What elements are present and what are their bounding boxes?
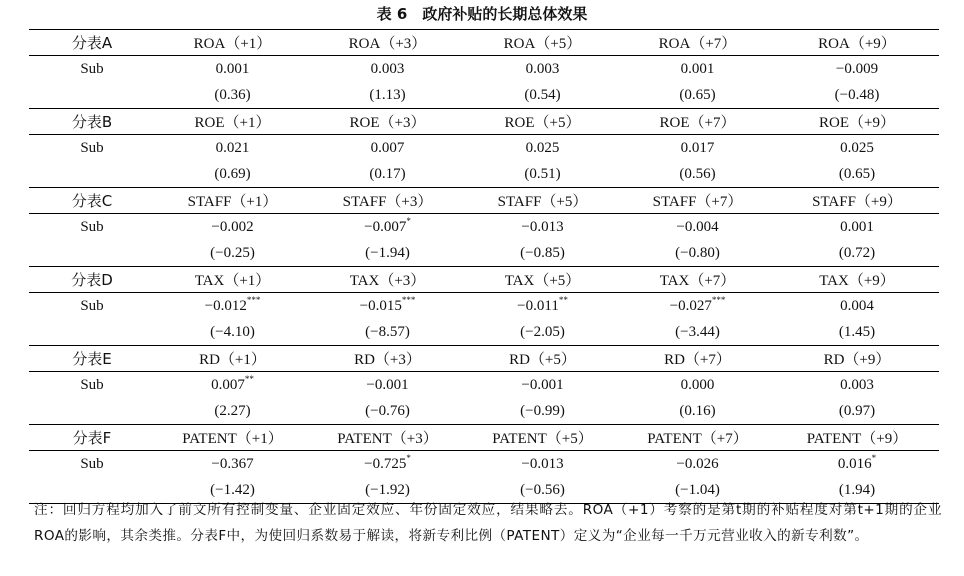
column-header: RD（+3） [310, 346, 465, 372]
t-stat-cell: (0.17) [369, 165, 406, 182]
coefficient-value: −0.013 [521, 455, 564, 472]
coefficient-row [29, 293, 939, 320]
column-header: PATENT（+1） [155, 425, 310, 451]
coefficient-value: −0.009 [835, 60, 879, 77]
coefficient-cell [775, 56, 939, 83]
column-header: RD（+7） [620, 346, 775, 372]
column-header: ROA（+5） [465, 30, 620, 56]
t-stat-row [29, 161, 939, 188]
table-caption: 表 6 政府补贴的长期总体效果 [376, 5, 588, 23]
column-header: PATENT（+7） [620, 425, 775, 451]
coefficient-cell [310, 293, 465, 320]
t-stat-cell: (0.36) [214, 86, 251, 103]
t-stat-cell: (0.54) [524, 86, 561, 103]
panel-header-row [29, 267, 939, 293]
t-stat-cell: (−1.42) [155, 477, 310, 504]
coefficient-value: 0.003 [840, 376, 874, 393]
t-stat-cell: (2.27) [214, 402, 251, 419]
coefficient-value: −0.013 [521, 218, 564, 235]
coefficient-cell [310, 56, 465, 83]
coefficient-value: −0.007 [364, 218, 407, 235]
row-label: Sub [80, 297, 104, 314]
t-stat-cell: (−8.57) [365, 323, 410, 340]
coefficient-value: 0.016 [837, 455, 872, 472]
coefficient-row [29, 214, 939, 241]
coefficient-cell [775, 135, 939, 162]
coefficient-cell [155, 56, 310, 83]
t-stat-cell: (−0.99) [520, 402, 565, 419]
coefficient-value: 0.001 [680, 60, 715, 77]
column-header: ROE（+1） [155, 109, 310, 135]
column-header: TAX（+1） [155, 267, 310, 293]
coefficient-value: 0.025 [840, 139, 874, 156]
significance-stars: ** [244, 373, 254, 384]
column-header: TAX（+3） [310, 267, 465, 293]
coefficient-cell [310, 214, 465, 241]
coefficient-value: 0.007 [211, 376, 245, 393]
coefficient-value: −0.011 [517, 297, 559, 314]
row-label: Sub [80, 139, 104, 156]
t-stat-cell: (0.56) [679, 165, 716, 182]
coefficient-cell [465, 372, 620, 399]
t-stat-cell: (0.72) [838, 244, 876, 261]
coefficient-cell [155, 372, 310, 399]
panel-label: 分表E [29, 346, 155, 372]
coefficient-cell [155, 451, 310, 478]
t-stat-cell: (−4.10) [210, 323, 255, 340]
coefficient-value: 0.003 [370, 60, 405, 77]
column-header: STAFF（+3） [310, 188, 465, 214]
coefficient-cell [465, 56, 620, 83]
column-header: PATENT（+3） [310, 425, 465, 451]
empty-cell [29, 398, 155, 425]
t-stat-cell: (1.45) [838, 323, 876, 340]
panel-header-row [29, 346, 939, 372]
coefficient-cell [465, 214, 620, 241]
column-header: ROA（+7） [620, 30, 775, 56]
coefficient-row [29, 372, 939, 399]
column-header: ROE（+7） [620, 109, 775, 135]
t-stat-row [29, 82, 939, 109]
t-stat-cell: (−0.80) [675, 244, 720, 261]
coefficient-cell [155, 293, 310, 320]
column-header: TAX（+9） [775, 267, 939, 293]
significance-stars: * [406, 452, 411, 463]
column-header: STAFF（+5） [465, 188, 620, 214]
coefficient-value: 0.001 [215, 60, 250, 77]
coefficient-cell [155, 135, 310, 162]
row-label: Sub [80, 60, 104, 77]
significance-stars: *** [401, 294, 416, 305]
panel-label: 分表F [29, 425, 155, 451]
coefficient-value: −0.725 [364, 455, 407, 472]
column-header: ROE（+3） [310, 109, 465, 135]
t-stat-cell: (−0.76) [365, 402, 410, 419]
panel-label: 分表B [29, 109, 155, 135]
coefficient-row [29, 135, 939, 162]
row-label: Sub [80, 218, 104, 235]
coefficient-cell [775, 372, 939, 399]
coefficient-value: −0.367 [211, 455, 254, 472]
column-header: STAFF（+9） [775, 188, 939, 214]
t-stat-cell: (0.65) [838, 165, 876, 182]
empty-cell [29, 82, 155, 109]
coefficient-value: −0.002 [211, 218, 254, 235]
t-stat-cell: (−0.56) [465, 477, 620, 504]
empty-cell [29, 319, 155, 346]
coefficient-value: 0.003 [525, 60, 560, 77]
coefficient-cell [620, 293, 775, 320]
t-stat-cell: (−1.94) [365, 244, 410, 261]
t-stat-cell: (−0.48) [834, 86, 880, 103]
panel-label: 分表D [29, 267, 155, 293]
column-header: TAX（+5） [465, 267, 620, 293]
coefficient-value: −0.012 [204, 297, 247, 314]
coefficient-row [29, 451, 939, 478]
coefficient-cell [775, 293, 939, 320]
panel-header-row [29, 109, 939, 135]
coefficient-cell [620, 56, 775, 83]
column-header: ROA（+9） [775, 30, 939, 56]
coefficient-value: −0.026 [676, 455, 719, 472]
t-stat-cell: (0.97) [838, 402, 876, 419]
panel-label: 分表C [29, 188, 155, 214]
t-stat-cell: (1.94) [775, 477, 939, 504]
coefficient-cell [310, 372, 465, 399]
t-stat-cell: (−2.05) [520, 323, 565, 340]
regression-table [29, 29, 939, 504]
column-header: STAFF（+1） [155, 188, 310, 214]
column-header: TAX（+7） [620, 267, 775, 293]
coefficient-cell [620, 451, 775, 478]
t-stat-cell: (−1.92) [310, 477, 465, 504]
significance-stars: * [871, 452, 877, 463]
panel-header-row [29, 425, 939, 451]
coefficient-cell [310, 451, 465, 478]
significance-stars: * [406, 215, 411, 226]
coefficient-cell [775, 451, 939, 478]
column-header: RD（+9） [775, 346, 939, 372]
coefficient-cell [465, 451, 620, 478]
t-stat-row [29, 398, 939, 425]
coefficient-row [29, 56, 939, 83]
column-header: PATENT（+9） [775, 425, 939, 451]
t-stat-cell: (0.65) [679, 86, 716, 103]
t-stat-cell: (−3.44) [675, 323, 720, 340]
empty-cell [29, 240, 155, 267]
coefficient-value: 0.021 [215, 139, 250, 156]
coefficient-cell [465, 293, 620, 320]
coefficient-value: −0.027 [669, 297, 712, 314]
coefficient-value: −0.001 [521, 376, 564, 393]
t-stat-row [29, 319, 939, 346]
significance-stars: ** [558, 294, 568, 305]
column-header: STAFF（+7） [620, 188, 775, 214]
t-stat-cell: (−1.04) [620, 477, 775, 504]
t-stat-cell: (0.16) [679, 402, 716, 419]
coefficient-cell [620, 372, 775, 399]
t-stat-cell: (−0.25) [210, 244, 255, 261]
t-stat-cell: (0.69) [214, 165, 251, 182]
row-label: Sub [80, 376, 104, 393]
coefficient-value: −0.001 [366, 376, 409, 393]
significance-stars: *** [246, 294, 261, 305]
coefficient-cell [310, 135, 465, 162]
table-body [29, 30, 939, 504]
empty-cell [29, 161, 155, 188]
coefficient-cell [465, 135, 620, 162]
coefficient-value: −0.004 [676, 218, 719, 235]
coefficient-value: 0.007 [370, 139, 405, 156]
coefficient-cell [620, 135, 775, 162]
coefficient-cell [620, 214, 775, 241]
t-stat-cell: (0.51) [524, 165, 561, 182]
panel-label: 分表A [29, 30, 155, 56]
panel-header-row [29, 30, 939, 56]
coefficient-value: −0.015 [359, 297, 402, 314]
column-header: ROA（+1） [155, 30, 310, 56]
coefficient-value: 0.000 [680, 376, 715, 393]
panel-header-row [29, 188, 939, 214]
coefficient-cell [155, 214, 310, 241]
column-header: RD（+5） [465, 346, 620, 372]
coefficient-value: 0.025 [525, 139, 560, 156]
coefficient-value: 0.017 [680, 139, 715, 156]
column-header: RD（+1） [155, 346, 310, 372]
coefficient-value: 0.001 [840, 218, 874, 235]
column-header: ROE（+9） [775, 109, 939, 135]
t-stat-row [29, 240, 939, 267]
column-header: ROE（+5） [465, 109, 620, 135]
t-stat-cell: (−0.85) [520, 244, 565, 261]
significance-stars: *** [711, 294, 726, 305]
coefficient-value: 0.004 [840, 297, 874, 314]
column-header: ROA（+3） [310, 30, 465, 56]
column-header: PATENT（+5） [465, 425, 620, 451]
t-stat-cell: (1.13) [369, 86, 406, 103]
row-label: Sub [80, 455, 104, 472]
table-note: 注：回归方程均加入了前文所有控制变量、企业固定效应、年份固定效应，结果略去。ROA（+1）考察的是第t期的补贴程度对第t+1期的企业ROA的影响，其余类推。分表F中，为使回归系数易于解读，将新专利比例（PATENT）定义为“企业每一千万元营业收入的新专利数”。 [34, 502, 942, 544]
coefficient-cell [775, 214, 939, 241]
